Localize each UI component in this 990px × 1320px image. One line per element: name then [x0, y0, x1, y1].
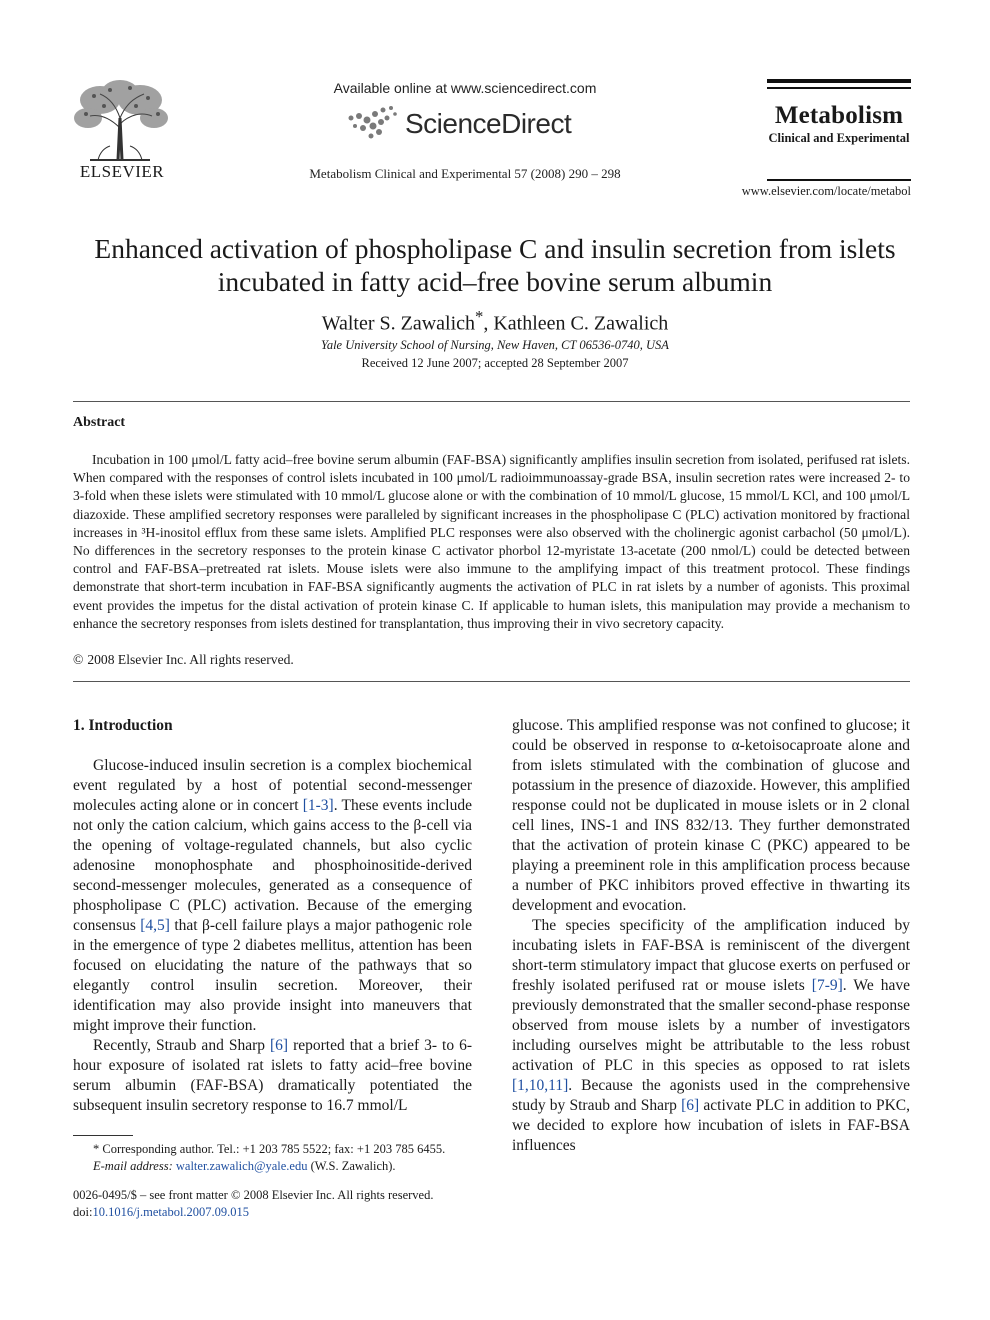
journal-citation: Metabolism Clinical and Experimental 57 (2008) 290 – 298: [309, 166, 621, 181]
sciencedirect-dots-icon: [345, 104, 401, 144]
doi-line: [73, 1204, 493, 1221]
text-run: reported that a brief 3- to 6-hour exposure of isolated rat islets to fatty acid–free bovine serum albumin (FAF-BSA) dramatically potentiated the subsequent insulin secretory response to 16.7 mmol/L: [73, 1037, 473, 1114]
masthead-rule-top: [767, 79, 911, 83]
citation-link[interactable]: [4,5]: [140, 917, 170, 934]
email-label: E-mail address:: [93, 1159, 173, 1173]
journal-homepage-link[interactable]: www.elsevier.com/locate/metabol: [741, 184, 911, 198]
citation-link[interactable]: [1,10,11]: [512, 1077, 569, 1094]
left-column: [73, 756, 472, 1116]
citation-link[interactable]: [6]: [681, 1097, 700, 1114]
available-online-text: Available online at www.sciencedirect.com: [333, 80, 597, 96]
text-run: . These events include not only the cation calcium, which gains access to the β-cell via the opening of voltage-regulated channels, but also cyclic adenosine monophosphate and phosphoinositide-derived second-messenger molecules, generated as a consequence of phospholipase C (PLC) activation. Because of the emerging consensus: [73, 797, 472, 934]
issn-line: 0026-0495/$ – see front matter © 2008 Elsevier Inc. All rights reserved.: [73, 1188, 434, 1202]
journal-subtitle: Clinical and Experimental: [768, 131, 910, 145]
text-run: . Because the agonists used in the comprehensive study by Straub and Sharp: [512, 1077, 910, 1114]
text-run: . We have previously demonstrated that the smaller second-phase response observed from mouse islets by a number of investigators including ourselves might be attributable to the less robust activation of PLC in this species as opposed to rat islets: [512, 977, 910, 1074]
citation-link[interactable]: [6]: [270, 1037, 289, 1054]
section-heading-introduction: 1. Introduction: [73, 717, 173, 734]
received-accepted-dates: Received 12 June 2007; accepted 28 September 2007: [361, 356, 629, 370]
masthead-rule-second: [767, 87, 911, 89]
sciencedirect-logo: [345, 103, 571, 145]
affiliation: Yale University School of Nursing, New Haven, CT 06536-0740, USA: [321, 338, 669, 352]
text-run: activate PLC in addition to PKC, we decided to explore how incubation of islets in FAF-BSA influences: [512, 1097, 910, 1154]
email-link[interactable]: walter.zawalich@yale.edu: [175, 1159, 308, 1173]
text-run: that β-cell failure plays a major pathogenic role in the emergence of type 2 diabetes mellitus, attention has been focused on elucidating the nature of the pathways that so elegantly control insulin secretion. Moreover, their identification may also provide insight into maneuvers that might improve their function.: [73, 917, 472, 1034]
corresponding-author-mark: *: [475, 307, 484, 326]
right-column: [512, 716, 910, 1156]
text-run: Recently, Straub and Sharp: [93, 1037, 270, 1054]
copyright-symbol: ©: [73, 652, 84, 667]
footnote-contact: * Corresponding author. Tel.: +1 203 785 5522; fax: +1 203 785 6455.: [93, 1142, 446, 1156]
abstract-bottom-rule: [73, 681, 910, 682]
masthead-rule-bottom: [767, 179, 911, 181]
doi-link[interactable]: 10.1016/j.metabol.2007.09.015: [92, 1205, 250, 1219]
corresponding-author-footnote: [73, 1141, 473, 1175]
footnote-rule: [73, 1135, 133, 1136]
citation-link[interactable]: [1-3]: [302, 797, 334, 814]
email-suffix: (W.S. Zawalich).: [307, 1159, 396, 1173]
author-list: [60, 307, 930, 336]
abstract-text: Incubation in 100 μmol/L fatty acid–free bovine serum albumin (FAF-BSA) significantly amplifies insulin secretion from isolated, perifused rat islets. When compared with the responses of control islets incubated in 100 μmol/L radioimmunoassay-grade BSA, insulin secretion rates were increased 2- to 3-fold when these islets were stimulated with 10 mmol/L glucose alone or with the combination of 10 mmol/L glucose, 15 mmol/L KCl, and 100 μmol/L diazoxide. These amplified secretory responses were paralleled by significant increases in the phospholipase C (PLC) activation monitored by fractional increases in ³H-inositol efflux from these same islets. Amplified PLC responses were also observed with the cholinergic agonist carbachol (50 μmol/L). No differences in the secretory responses to the protein kinase C activator phorbol 12-myristate 13-acetate (200 nmol/L) could be detected between control and FAF-BSA–pretreated rat islets. Mouse islets were also immune to the amplifying impact of this treatment protocol. These findings demonstrate that short-term incubation in FAF-BSA significantly augments the activation of PLC in rat islets by a number of agonists. This proximal event provides the impetus for the distal activation of protein kinase C. If applicable to human islets, this manipulation may provide a mechanism to enhance the secretory responses from islets destined for transplantation, thus improving their in vivo secretory capacity.: [73, 452, 910, 631]
sciencedirect-wordmark: ScienceDirect: [405, 108, 572, 139]
author-name: Walter S. Zawalich: [321, 312, 476, 335]
paragraph: [512, 916, 910, 1156]
paragraph: [73, 1036, 472, 1116]
abstract-top-rule: [73, 401, 910, 402]
author-separator: ,: [483, 312, 494, 335]
footnote-email-line: [73, 1158, 473, 1175]
copyright-text: 2008 Elsevier Inc. All rights reserved.: [87, 652, 294, 667]
abstract-heading: Abstract: [73, 415, 126, 430]
copyright-line: [73, 652, 294, 668]
doi-label: doi:: [73, 1205, 93, 1219]
text-run: Glucose-induced insulin secretion is a complex biochemical event regulated by a host of potential second-messenger molecules acting alone or in concert: [73, 757, 472, 814]
journal-title: Metabolism: [774, 102, 904, 129]
citation-link[interactable]: [7-9]: [811, 977, 843, 994]
publisher-name: ELSEVIER: [79, 162, 165, 181]
paragraph: [73, 756, 472, 1036]
paragraph: glucose. This amplified response was not confined to glucose; it could be observed in response to α-ketoisocaproate alone and from islets stimulated with the combination of glucose and potassium in the presence of diazoxide. However, this amplified response could not be duplicated in mouse islets or in 2 clonal cell lines, INS-1 and INS 832/13. They further demonstrated that the activation of protein kinase C (PKC) appeared to be playing a preeminent role in this amplification process because a number of PKC inhibitors proved effective in thwarting its development and evocation.: [512, 717, 910, 914]
text-run: The species specificity of the amplification induced by incubating islets in FAF-BSA is reminiscent of the divergent short-term stimulatory impact that glucose exerts on perfused or freshly isolated perifused rat or mouse islets: [512, 917, 910, 994]
article-title: Enhanced activation of phospholipase C and insulin secretion from islets incubated in fatty acid–free bovine serum albumin: [94, 233, 896, 297]
author-name: Kathleen C. Zawalich: [493, 312, 669, 335]
front-matter-info: [73, 1187, 493, 1221]
